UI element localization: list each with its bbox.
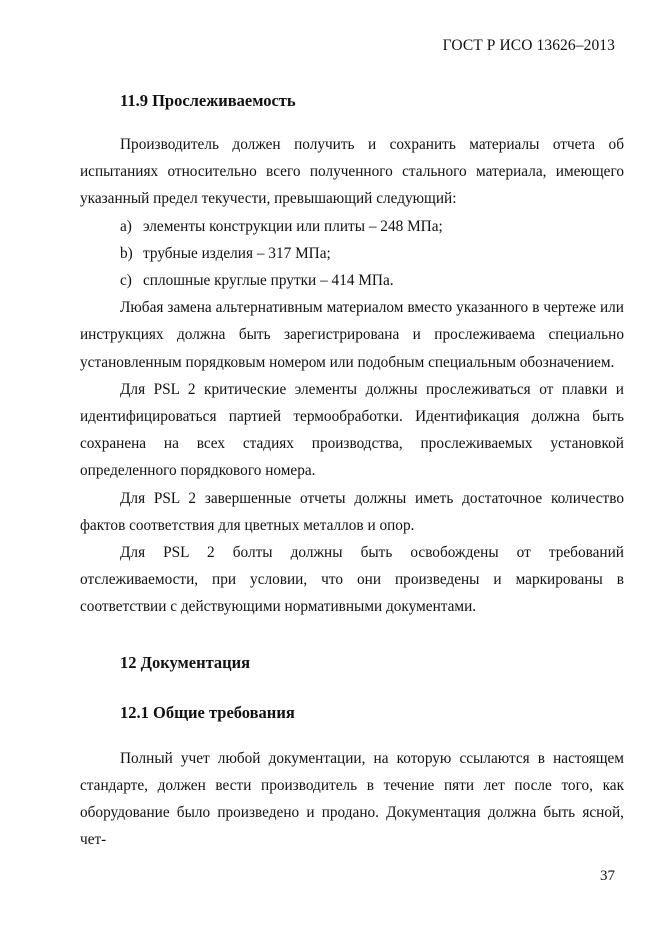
paragraph: Производитель должен получить и сохранить материалы отчета об испытаниях относительно всего полученного стального материала, имеющего указанный предел текучести, превышающий следующий: [80, 136, 624, 208]
paragraph: Для PSL 2 болты должны быть освобождены от требований отслеживаемости, при условии, что они произведены и маркированы в соответствии с действующими нормативными документами. [80, 544, 624, 616]
paragraph: Любая замена альтернативным материалом вместо указанного в чертеже или инструкциях должна быть зарегистрирована и прослеживаема специально установленным порядковым номером или подобным специальным обозначением. [80, 299, 624, 371]
section-heading-12: 12 Документация [120, 652, 251, 672]
list-item-text: элементы конструкции или плиты – 248 МПа; [143, 217, 443, 235]
page-content [80, 89, 624, 853]
list-marker: a) [120, 217, 132, 235]
list-item [80, 213, 624, 240]
list-item-text: трубные изделия – 317 МПа; [143, 244, 331, 262]
paragraph: Полный учет любой документации, на которую ссылаются в настоящем стандарте, должен вести производитель в течение пяти лет после того, как оборудование было произведено и продано. Документация должна быть ясной, чет- [80, 749, 624, 849]
list-marker: c) [120, 272, 132, 290]
section-heading-12-1: 12.1 Общие требования [120, 702, 295, 722]
list-marker: b) [120, 244, 133, 262]
list-item-text: сплошные круглые прутки – 414 МПа. [143, 272, 394, 290]
requirements-list [80, 213, 624, 295]
list-item [80, 267, 624, 294]
page-number: 37 [600, 868, 615, 884]
paragraph: Для PSL 2 завершенные отчеты должны иметь достаточное количество фактов соответствия для цветных металлов и опор. [80, 489, 624, 534]
list-item [80, 240, 624, 267]
document-code: ГОСТ Р ИСО 13626–2013 [442, 37, 615, 54]
paragraph: Для PSL 2 критические элементы должны прослеживаться от плавки и идентифицироваться партией термообработки. Идентификация должна быть сохранена на всех стадиях производства, прослеживаемых установкой определенного порядкового номера. [80, 380, 624, 480]
section-heading-11-9: 11.9 Прослеживаемость [120, 91, 296, 110]
